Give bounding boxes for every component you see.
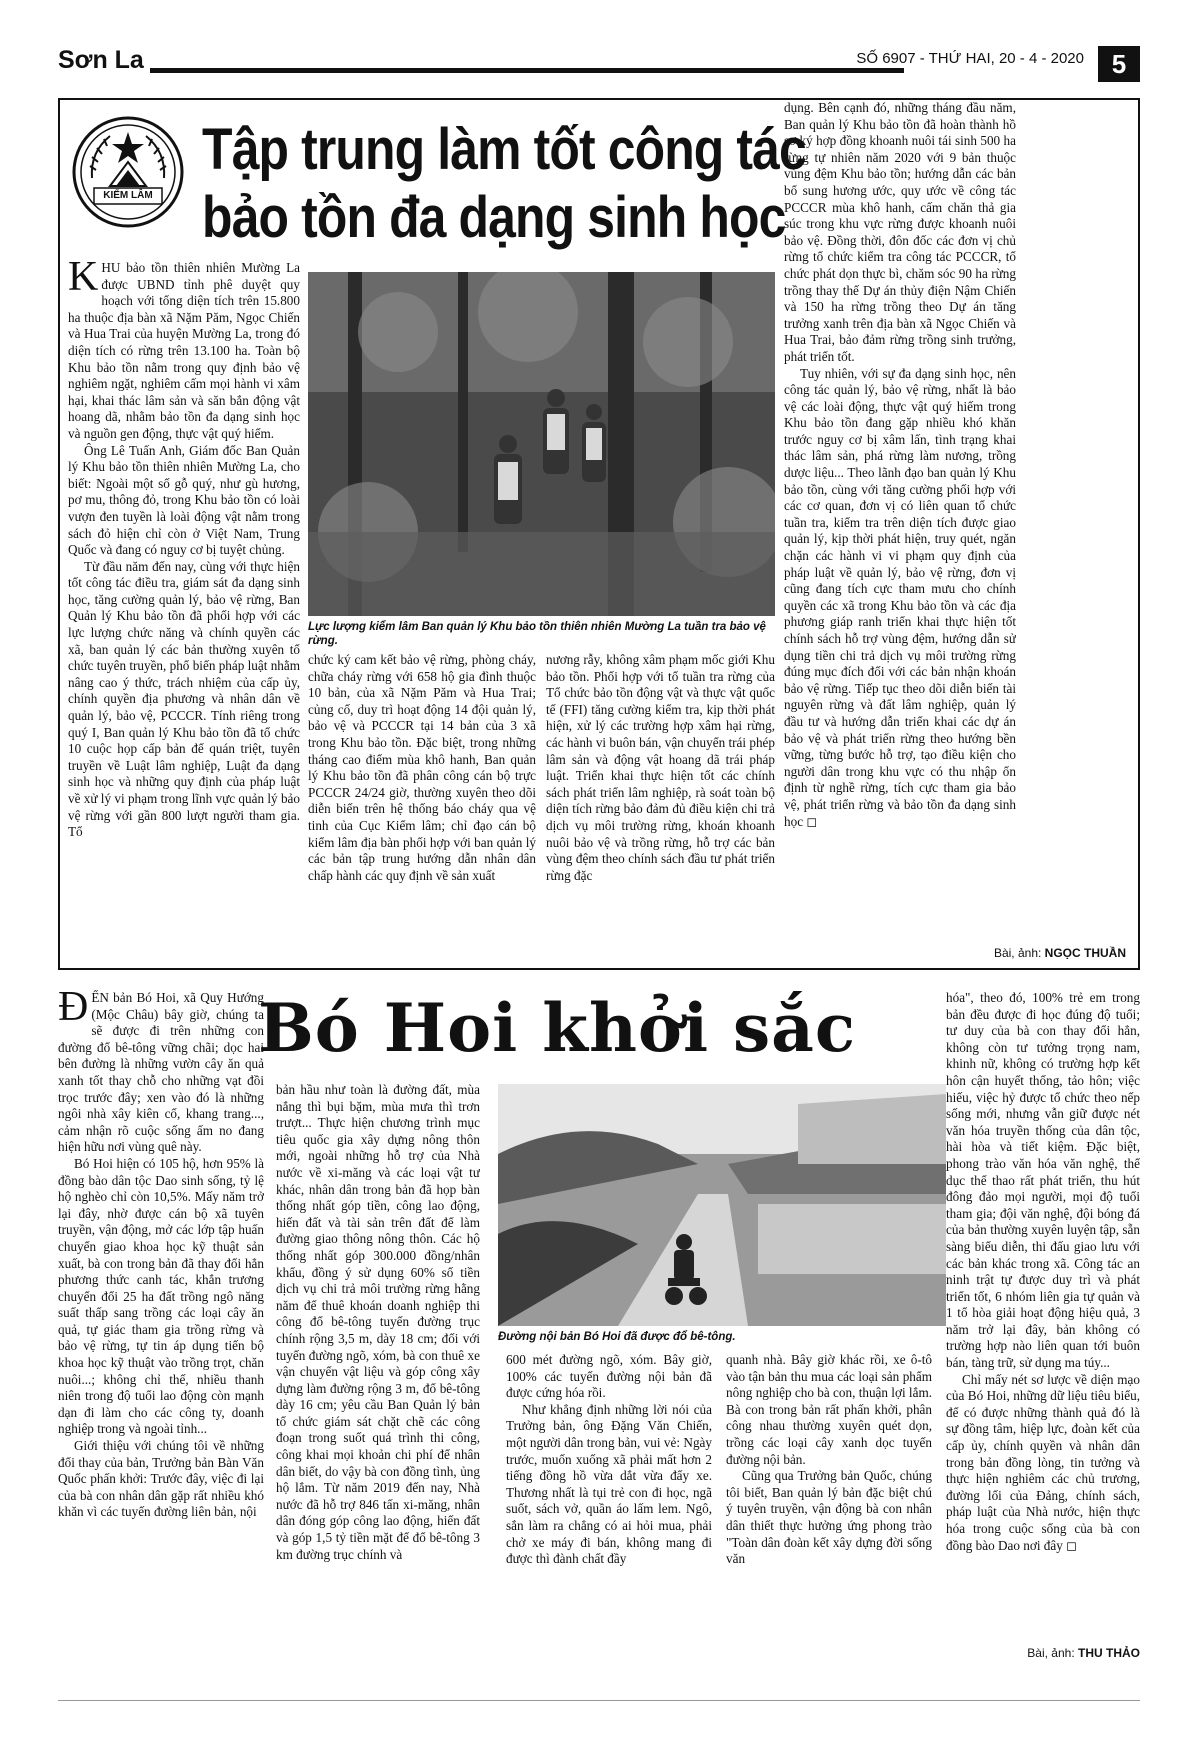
photo-caption: Đường nội bản Bó Hoi đã được đổ bê-tông.	[498, 1331, 736, 1343]
masthead-rule	[150, 68, 904, 73]
paragraph: nương rẫy, không xâm phạm mốc giới Khu bảo tồn. Phối hợp với tổ tuần tra rừng của Tổ chức bảo tồn động vật và thực vật quốc tế (FFI) tăng cường kiểm tra, kịp thời phát hiện, xử lý các trường hợp xâm hại rừng, các hành vi buôn bán, vận chuyển trái phép lâm sản và động vật hoang dã trái pháp luật. Triển khai thực hiện tốt các chính sách phát triển lâm nghiệp, rà soát toàn bộ diện tích rừng bảo đảm đủ điều kiện chi trả dịch vụ môi trường rừng, khoán khoanh nuôi bảo vệ và trồng rừng, hỗ trợ các bản vùng đệm theo chính sách đầu tư phát triển rừng đặc	[546, 652, 775, 883]
article-forest-conservation	[58, 98, 1140, 970]
headline-line-1: Tập trung làm tốt công tác	[202, 117, 806, 182]
paragraph: Bó Hoi hiện có 105 hộ, hơn 95% là đồng bào dân tộc Dao sinh sống, tỷ lệ hộ nghèo chỉ còn 10,5%. Mấy năm trở lại đây, nhờ được cán bộ xã tuyên truyền, vận động, mở các lớp tập huấn chuyển giao khoa học kỹ thuật sản xuất, bà con trong bản đã thay đổi hẳn phương thức canh tác, khắn trương chuyển đổi 25 ha đất trồng ngô năng suất thấp sang trồng các loại cây ăn quả, tự giác tham gia trồng rừng và bảo vệ rừng, tự tin áp dụng tiến bộ khoa học kỹ thuật vào trồng trọt, chăn nuôi...; không chỉ thế, nhiều thanh niên trong độ tuổi lao động còn mạnh dạn đi làm cho các công ty, doanh nghiệp trong và ngoài tỉnh...	[58, 1155, 264, 1437]
article2-column-3	[506, 1352, 712, 1668]
page-number: 5	[1098, 46, 1140, 82]
paragraph: quanh nhà. Bây giờ khác rồi, xe ô-tô vào tận bản thu mua các loại sản phẩm nông nghiệp cho bà con, thuận lợi lắm. Bà con trong bản rất phấn khởi, phân công nhau thường xuyên quét dọn, trồng các loại cây xanh dọc tuyến đường nội bản.	[726, 1352, 932, 1467]
village-road-photo	[498, 1084, 946, 1326]
byline	[1027, 1646, 1140, 1660]
headline-line-2: bảo tồn đa dạng sinh học	[202, 185, 786, 250]
byline-label: Bài, ảnh:	[993, 946, 1042, 960]
paragraph: hóa", theo đó, 100% trẻ em trong bản đều được đi học đúng độ tuổi; tư duy của bà con thay đổi hẳn, không còn tư tưởng trọng nam, khinh nữ, không có trường hợp kết hôn cận huyết thống, tảo hôn; việc hiếu, việc hỷ được tổ chức theo nếp sống mới, nhưng vẫn giữ được nét văn hóa truyền thống của dân tộc, hài hòa và tiết kiệm. Đặc biệt, phong trào văn hóa văn nghệ, thể dục thể thao rất phát triển, thu hút đông đảo mọi người, mọi độ tuổi tham gia; đội văn nghệ, đội bóng đá của bản thường xuyên luyện tập, sẵn sàng biểu diễn, thi đấu giao lưu với các bản khác trong xã. Công tác an ninh trật tự được duy trì và phát triển tốt, 6 nhóm liên gia tự quản và 1 tổ hòa giải hoạt động hiệu quả, 3 năm trở lại đây, bản không có trường hợp nào liên quan tới buôn bán, tàng trữ, sử dụng ma túy...	[946, 990, 1140, 1371]
paragraph: HU bảo tồn thiên nhiên Mường La được UBND tỉnh phê duyệt quy hoạch với tổng diện tích trên 15.800 ha thuộc địa bàn xã Nặm Păm, Ngọc Chiến và Hua Trai của huyện Mường La, trong đó diện tích có rừng trên 13.100 ha. Toàn bộ Khu bảo tồn nằm trong quy định bảo vệ nghiêm ngặt, nghiêm cấm mọi hành vi xâm hại, khai thác lâm sản và săn bắn động vật hoang dã, nhằm bảo tồn đa dạng sinh học và nguồn gen động, thực vật quý hiếm.	[68, 260, 300, 441]
page-bottom-rule	[58, 1700, 1140, 1701]
section-name: Sơn La	[58, 46, 144, 74]
article-bo-hoi	[58, 982, 1140, 1670]
article1-column-3	[546, 652, 775, 968]
article1-column-1	[68, 260, 300, 960]
logo-text: KIỂM LÂM	[103, 190, 153, 201]
paragraph: bản hầu như toàn là đường đất, mùa nắng thì bụi bặm, mùa mưa thì trơn trượt... Thực hiện chương trình mục tiêu quốc gia xây dựng nông thôn mới, ngoài những hỗ trợ của Nhà nước về xi-măng và các loại vật tư khác, nhân dân trong bản đã họp bàn thống nhất góp tiền, công lao động, hiến đất và tài sản trên đất để làm đường giao thông nông thôn. Các hộ thống nhất góp 300.000 đồng/nhân khẩu, đồng ý sử dụng 60% số tiền dịch vụ chi trả môi trường rừng hằng năm để thuê khoán doanh nghiệp thi công đổ bê-tông tuyến đường trục chính rộng 3,5 m, dày 18 cm; đối với tuyến đường ngõ, xóm, bà con thuê xe vận chuyển vật liệu và góp công xây dựng làm đường rộng 3 m, đổ bê-tông dày 16 cm; yêu cầu Ban Quản lý bản tổ chức giám sát chặt chẽ các công đoạn trong suốt quá trình thi công, công khai mọi khoản chi phí để nhân dân biết, do vậy bà con đồng tình, ủng hộ lắm. Từ năm 2019 đến nay, Nhà nước đã hỗ trợ 846 tấn xi-măng, nhân dân đóng góp công lao động, hiến đất và góp 1,5 tỷ tiền mặt để đổ bê-tông 3 km đường trục chính và	[276, 1082, 480, 1562]
article2-column-5	[946, 990, 1140, 1638]
paragraph: Chỉ mấy nét sơ lược về diện mạo của Bó Hoi, những dữ liệu tiêu biểu, để có được những thành quả đó là sự đồng tâm, hiệp lực, đoàn kết của cấp ủy, chính quyền và nhân dân trong bản đồng lòng, tin tưởng và thực hiện nghiêm các chủ trương, đường lối của Đảng, chính sách, pháp luật của Nhà nước, hiện thực hóa trong cuộc sống của bà con đồng bào Dao nơi đây ◻	[946, 1371, 1140, 1553]
byline-label: Bài, ảnh:	[1027, 1646, 1075, 1660]
article2-column-2	[276, 1082, 480, 1668]
paragraph: 600 mét đường ngõ, xóm. Bây giờ, 100% các tuyến đường nội bản đã được cứng hóa rồi.	[506, 1352, 712, 1401]
headline: Bó Hoi khởi sắc	[258, 989, 857, 1067]
paragraph: Ông Lê Tuấn Anh, Giám đốc Ban Quản lý Khu bảo tồn thiên nhiên Mường La, cho biết: Ngoài một số gỗ quý, như gù hương, pơ mu, thông đỏ, trong Khu bảo tồn có loài vượn đen tuyền là loài động vật nằm trong sách đỏ hiện chỉ còn ở Việt Nam, Trung Quốc và đang có nguy cơ bị tuyệt chủng.	[68, 442, 300, 558]
byline-author: THU THẢO	[1078, 1646, 1140, 1660]
byline-author: NGỌC THUẦN	[1044, 946, 1126, 960]
drop-cap: Đ	[58, 990, 89, 1030]
headline	[202, 116, 821, 252]
issue-info: SỐ 6907 - THỨ HAI, 20 - 4 - 2020	[856, 50, 1084, 67]
forest-patrol-photo	[308, 272, 775, 616]
paragraph: ẾN bản Bó Hoi, xã Quy Hướng (Mộc Châu) bây giờ, chúng ta sẽ được đi trên những con đường đổ bê-tông vững chãi; dọc hai bên đường là những vườn cây ăn quả xanh tốt thay chỗ cho những vạt đồi trọc trước đây; xen vào đó là những ngôi nhà xây kiên cố, khang trang..., cảm nhận rõ cuộc sống ấm no đang hiện hữu nơi vùng quê này.	[58, 990, 264, 1155]
paragraph: Từ đầu năm đến nay, cùng với thực hiện tốt công tác điều tra, giám sát đa dạng sinh học, tăng cường quản lý, bảo vệ rừng, Ban Quản lý Khu bảo tồn đã phối hợp với các lực lượng chức năng và chính quyền các xã, ban quản lý các bản thường xuyên tổ chức tuyên truyền, phổ biến pháp luật nhằm nâng cao ý thức, trách nhiệm của cấp ủy, chính quyền địa phương và nhân dân về quản lý, bảo vệ, PCCCR. Tính riêng trong quý I, Ban quản lý Khu bảo tồn đã tổ chức 10 cuộc họp cấp bản để quán triệt, tuyên truyền về Luật lâm nghiệp, Luật đa dạng sinh học và những quy định của pháp luật về xử lý vi phạm trong lĩnh vực quản lý bảo vệ rừng với gần 800 lượt người tham gia. Tổ	[68, 558, 300, 840]
article2-column-1	[58, 990, 264, 1668]
article2-column-4	[726, 1352, 932, 1668]
byline	[994, 946, 1126, 960]
paragraph: Tuy nhiên, với sự đa dạng sinh học, nên công tác quản lý, bảo vệ rừng, nhất là bảo vệ các loài động, thực vật quý hiếm trong Khu bảo tồn đang gặp nhiều khó khăn trước nguy cơ bị xâm lấn, tình trạng khai thác lâm sản, phá rừng làm nương, trồng dược liệu... Theo lãnh đạo ban quản lý Khu bảo tồn, cùng với tăng cường phối hợp với các cơ quan, đơn vị có liên quan tổ chức tuần tra, kiểm tra trên diện tích được giao quản lý, kịp thời phát hiện, truy quét, ngăn chặn các hành vi vi phạm quy định của pháp luật về quản lý, bảo vệ rừng, đơn vị cũng đang tích cực tham mưu cho chính quyền các xã trong Khu bảo tồn và các địa phương giáp ranh triển khai thực hiện tốt chính sách hỗ trợ vùng đệm, hướng dẫn sử dụng tiền chi trả dịch vụ môi trường rừng đúng mục đích đối với các bản nhận khoán bảo vệ rừng. Tiếp tục theo dõi diễn biến tài nguyên rừng và đất lâm nghiệp, quản lý đầu tư và hướng dẫn triển khai các dự án bảo vệ và phát triển rừng theo hướng bền vững, từng bước hỗ trợ, tạo điều kiện cho người dân trong khu vực có thu nhập ổn định từ nghề rừng, tích cực tham gia bảo vệ, phát triển rừng và bảo tồn đa dạng sinh học ◻	[784, 365, 1016, 829]
paragraph: Như khẳng định những lời nói của Trưởng bản, ông Đặng Văn Chiến, một người dân trong bản, vui vẻ: Ngày trước, muốn xuống xã phải mất hơn 2 tiếng đồng hồ vừa dắt vừa đẩy xe. Thương nhất là tụi trẻ con đi học, ngã suốt, sách vở, quần áo lấm lem. Ngô, sắn làm ra chẳng có ai hỏi mua, phải chở xe máy đi bán, không mang đi được thì đành chất đầy	[506, 1401, 712, 1567]
paragraph: chức ký cam kết bảo vệ rừng, phòng cháy, chữa cháy rừng với 658 hộ gia đình thuộc 10 bản, của xã Nặm Păm và Hua Trai; củng cố, duy trì hoạt động 14 đội quản lý, bảo vệ và PCCCR tại 14 bản của 3 xã trong Khu bảo tồn. Đặc biệt, trong những tháng cao điểm mùa khô hanh, Ban quản lý Khu bảo tồn đã phân công cán bộ trực PCCCR 24/24 giờ, thường xuyên theo dõi diễn biến trên hệ thống báo cháy qua vệ tinh của Cục Kiểm lâm; chỉ đạo cán bộ kiểm lâm địa bàn phối hợp với ban quản lý các bản tập trung hướng dẫn nhân dân chấp hành các quy định về sản xuất	[308, 652, 536, 883]
paragraph: Cũng qua Trưởng bản Quốc, chúng tôi biết, Ban quản lý bản đặc biệt chú ý tuyên truyền, vận động bà con nhân dân thiết thực hưởng ứng phong trào "Toàn dân đoàn kết xây dựng đời sống văn	[726, 1468, 932, 1567]
kiem-lam-logo	[72, 116, 184, 228]
masthead	[58, 46, 1140, 82]
paragraph: dụng. Bên cạnh đó, những tháng đầu năm, Ban quản lý Khu bảo tồn đã hoàn thành hồ sơ ký hợp đồng khoanh nuôi tái sinh 500 ha rừng tự nhiên năm 2020 với 9 bản thuộc vùng đệm Khu bảo tồn; hướng dẫn các bản bổ sung hương ước, quy ước về công tác PCCCR mùa khô hanh, cấm chăn thả gia súc trong khu vực rừng được khoanh nuôi bảo vệ. Đồng thời, đôn đốc các đơn vị chủ rừng tổ chức kiểm tra công tác PCCCR, tổ chức phát dọn thực bì, chăm sóc 90 ha rừng trồng thay thế Dự án thủy điện Nậm Chiến và 150 ha rừng trồng theo Dự án tăng trưởng xanh trên địa bàn xã Ngọc Chiến và Hua Trai, bảo đảm rừng trồng sinh trưởng, phát triển tốt.	[784, 100, 1016, 364]
photo-caption: Lực lượng kiểm lâm Ban quản lý Khu bảo tồn thiên nhiên Mường La tuần tra bảo vệ rừng.	[308, 621, 766, 647]
article1-column-2	[308, 652, 536, 968]
drop-cap: K	[68, 260, 99, 300]
article1-column-4	[784, 100, 1016, 942]
paragraph: Giới thiệu với chúng tôi về những đổi thay của bản, Trưởng bản Bàn Văn Quốc phấn khởi: Trước đây, việc đi lại của bà con nhân dân gặp rất nhiều khó khăn vì các tuyến đường liên bản, nội	[58, 1438, 264, 1520]
